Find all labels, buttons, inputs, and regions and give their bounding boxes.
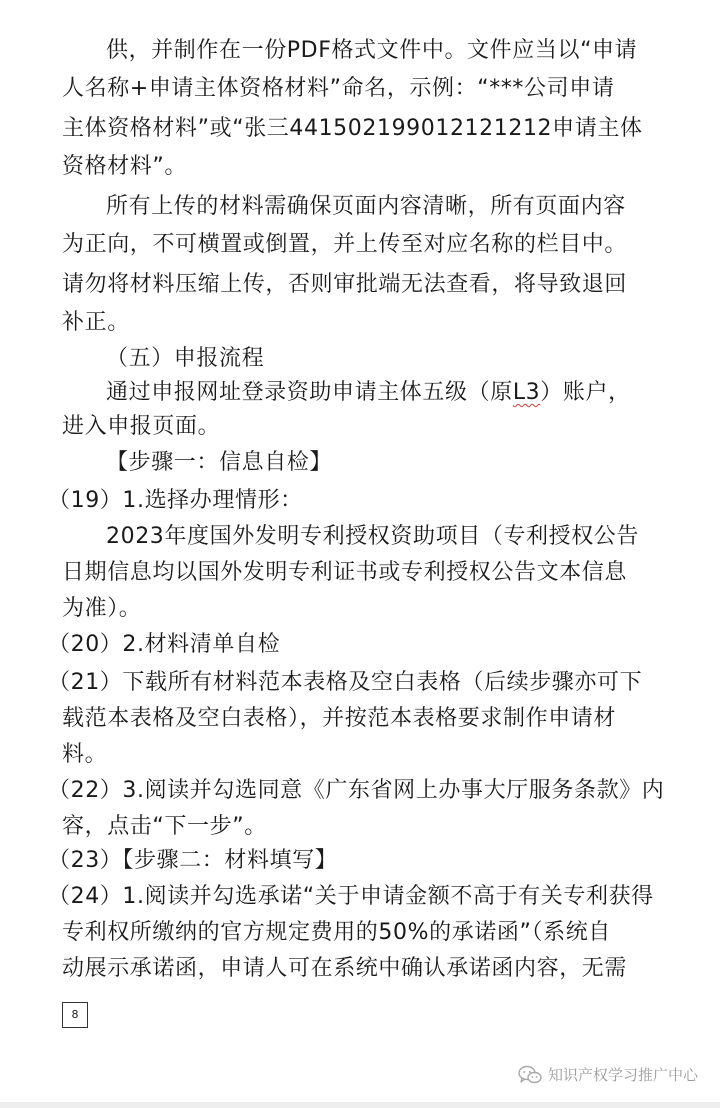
text-segment: 为准）。 xyxy=(62,596,142,621)
text-segment: 人名称+申请主体资格材料”命名，示例：“***公司申请 xyxy=(62,76,615,101)
text-segment: 资格材料”。 xyxy=(62,154,187,179)
text-line xyxy=(62,918,640,948)
text-line xyxy=(62,114,652,144)
text-line xyxy=(62,152,187,182)
text-segment: 供，并制作在一份PDF格式文件中。文件应当以“申请 xyxy=(106,38,638,63)
text-segment: 补正。 xyxy=(62,310,130,335)
text-line xyxy=(106,192,652,222)
watermark xyxy=(518,1064,698,1085)
text-segment: 料。 xyxy=(62,742,108,767)
text-line xyxy=(62,740,107,770)
text-segment: 主体资格材料”或“张三441502199012121212申请主体 xyxy=(62,116,643,141)
text-line xyxy=(62,704,640,734)
list-item xyxy=(48,846,337,876)
text-segment: （五）申报流程 xyxy=(106,346,265,371)
page-bottom-edge xyxy=(0,1102,720,1108)
text-segment: （24）1.阅读并勾选承诺“关于申请金额不高于有关专利获得 xyxy=(48,884,654,909)
text-segment: 通过申报网址登录资助申请主体五级（原 xyxy=(106,380,513,405)
text-segment: （20）2.材料清单自检 xyxy=(48,632,281,657)
text-line xyxy=(62,954,640,984)
text-segment: 日期信息均以国外发明专利证书或专利授权公告文本信息 xyxy=(62,560,628,585)
text-segment: 2023年度国外发明专利授权资助项目（专利授权公告 xyxy=(106,524,639,549)
text-line xyxy=(106,378,631,408)
text-line xyxy=(62,308,130,338)
list-item xyxy=(48,486,303,516)
text-segment: 所有上传的材料需确保页面内容清晰，所有页面内容 xyxy=(106,194,626,219)
spellcheck-underlined-text: L3 xyxy=(512,380,541,405)
list-item xyxy=(48,882,654,912)
text-line xyxy=(62,594,141,624)
step-heading xyxy=(106,448,332,478)
watermark-text: 知识产权学习推广中心 xyxy=(547,1066,698,1084)
text-line xyxy=(62,558,627,588)
text-segment: 为正向，不可横置或倒置，并上传至对应名称的栏目中。 xyxy=(62,232,628,257)
text-segment: （23）【步骤二：材料填写】 xyxy=(48,848,338,873)
text-line xyxy=(62,812,267,842)
text-segment: 【步骤一：信息自检】 xyxy=(106,450,333,475)
list-item xyxy=(48,668,643,698)
text-line xyxy=(106,522,639,552)
text-segment: （22）3.阅读并勾选同意《广东省网上办事大厅服务条款》内 xyxy=(48,778,665,803)
text-segment: 载范本表格及空白表格），并按范本表格要求制作申请材 xyxy=(62,706,617,731)
text-segment: 动展示承诺函，申请人可在系统中确认承诺函内容，无需 xyxy=(62,956,628,981)
list-item xyxy=(48,630,280,660)
list-item xyxy=(48,776,665,806)
text-line xyxy=(62,270,652,300)
text-segment: ）账户， xyxy=(540,380,631,405)
page-number: 8 xyxy=(62,1002,88,1028)
text-segment: 专利权所缴纳的官方规定费用的50%的承诺函”（系统自 xyxy=(62,920,611,945)
text-segment: （21）下载所有材料范本表格及空白表格（后续步骤亦可下 xyxy=(48,670,643,695)
text-line xyxy=(62,412,220,442)
wechat-icon xyxy=(518,1065,542,1085)
text-segment: 容，点击“下一步”。 xyxy=(62,814,267,839)
text-segment: （19）1.选择办理情形： xyxy=(48,488,303,513)
text-line xyxy=(106,36,652,66)
text-segment: 请勿将材料压缩上传，否则审批端无法查看，将导致退回 xyxy=(62,272,628,297)
text-segment: 进入申报页面。 xyxy=(62,414,221,439)
text-line xyxy=(62,74,652,104)
section-heading xyxy=(106,344,264,374)
text-line xyxy=(62,230,652,260)
